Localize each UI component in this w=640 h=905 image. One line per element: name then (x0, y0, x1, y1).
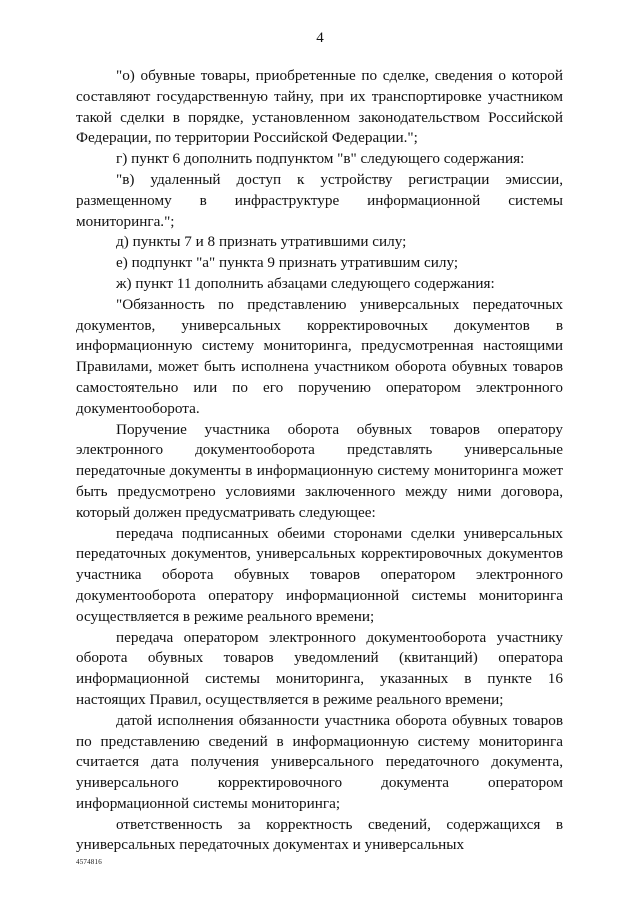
paragraph: д) пункты 7 и 8 признать утратившими силу; (116, 233, 407, 251)
paragraph: г) пункт 6 дополнить подпунктом "в" следующего содержания: (116, 150, 525, 168)
paragraph: "Обязанность по представлению универсальных передаточных документов, универсальных корректировочных документов в информационную систему мониторинга, предусмотренная настоящими Правилами, может быть исполнена участником оборота обувных товаров самостоятельно или по его поручению оператором электронного документооборота. (76, 295, 563, 417)
document-code: 4574816 (76, 858, 102, 866)
paragraph: передача оператором электронного документооборота участнику оборота обувных товаров уведомлений (квитанций) оператора информационной системы мониторинга, указанных в пункте 16 настоящих Правил, осуществляется в режиме реального времени; (76, 628, 563, 708)
paragraph: "в) удаленный доступ к устройству регистрации эмиссии, размещенному в инфраструктуре информационной системы мониторинга."; (76, 170, 563, 230)
paragraph: датой исполнения обязанности участника оборота обувных товаров по представлению сведений в информационную систему мониторинга считается дата получения универсального передаточного документа, универсального корректировочного документа оператором информационной системы мониторинга; (76, 711, 563, 812)
paragraph: ж) пункт 11 дополнить абзацами следующего содержания: (116, 274, 495, 292)
paragraph: передача подписанных обеими сторонами сделки универсальных передаточных документов, универсальных корректировочных документов участника оборота обувных товаров оператором электронного документооборота оператору информационной системы мониторинга осуществляется в режиме реального времени; (76, 524, 563, 625)
page-number: 4 (316, 30, 324, 46)
document-body (76, 66, 563, 856)
paragraph: е) подпункт "а" пункта 9 признать утратившим силу; (116, 254, 459, 272)
paragraph: Поручение участника оборота обувных товаров оператору электронного документооборота представлять универсальные передаточные документы в информационную систему мониторинга может быть предусмотрено условиями заключенного между ними договора, который должен предусматривать следующее: (76, 420, 563, 521)
paragraph: ответственность за корректность сведений, содержащихся в универсальных передаточных документах и универсальных (76, 815, 563, 854)
paragraph: "о) обувные товары, приобретенные по сделке, сведения о которой составляют государственную тайну, при их транспортировке участником такой сделки в порядке, установленном законодательством Российской Федерации, по территории Российской Федерации."; (76, 67, 563, 147)
